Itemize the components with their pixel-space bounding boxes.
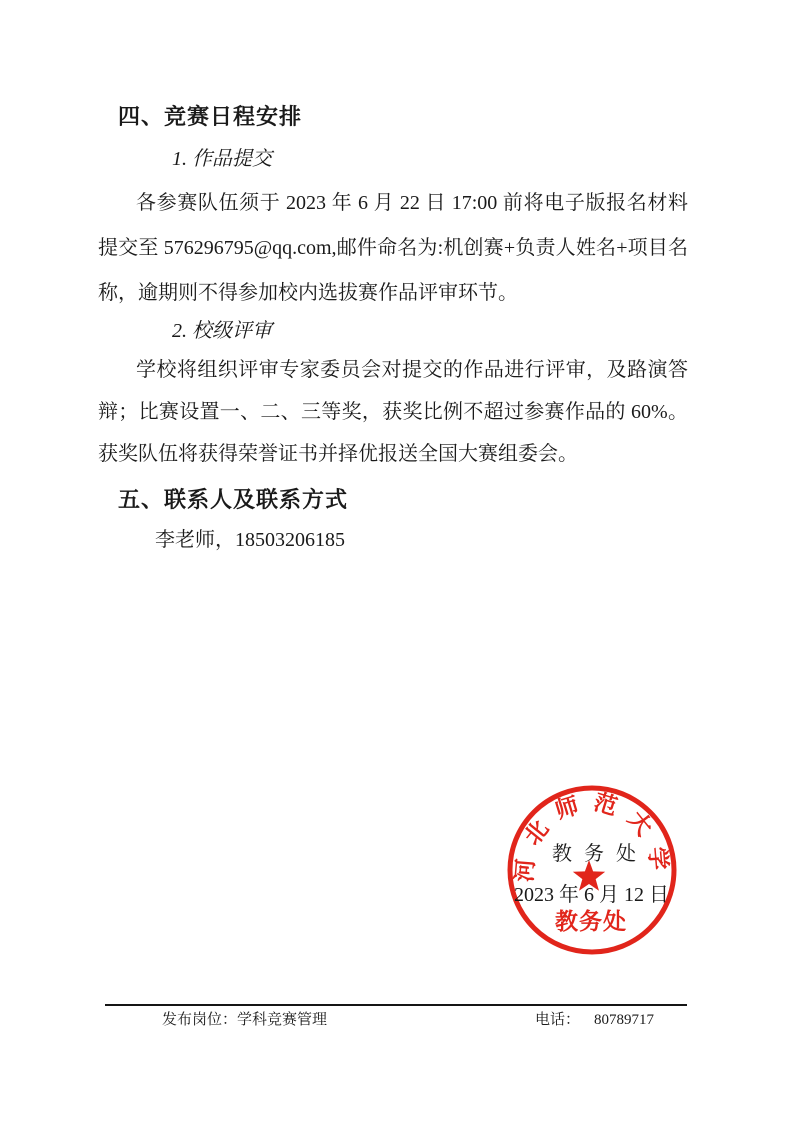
- seal-department-text: 教务处: [555, 909, 627, 934]
- section-heading-contact: 五、联系人及联系方式: [118, 487, 349, 512]
- footer-phone-value: 80789717: [594, 1012, 655, 1028]
- footer-post-value: 学科竞赛管理: [237, 1012, 328, 1028]
- footer-phone-info: [535, 1011, 654, 1029]
- official-seal: [501, 781, 681, 961]
- subitem-work-submission: 1. 作品提交: [172, 148, 272, 170]
- footer-post-info: [162, 1011, 327, 1029]
- footer-post-label: 发布岗位：: [162, 1012, 238, 1028]
- footer-divider: [105, 1004, 687, 1006]
- paragraph-review-details: 学校将组织评审专家委员会对提交的作品进行评审，及路演答辩；比赛设置一、二、三等奖，获奖比例不超过参赛作品的 60%。获奖队伍将获得荣誉证书并择优报送全国大赛组委会。: [98, 359, 688, 465]
- footer-phone-label: 电话：: [535, 1012, 581, 1028]
- seal-university-arc-text: [512, 789, 673, 883]
- contact-person-line: 李老师，18503206185: [155, 529, 345, 551]
- paragraph-submission-details: 各参赛队伍须于 2023 年 6 月 22 日 17:00 前将电子版报名材料提交至 576296795@qq.com,邮件命名为:机创赛+负责人姓名+项目名称，逾期则不得参加校内选拔赛作品评审环节。: [98, 192, 688, 304]
- signature-department-line: 教 务 处: [552, 843, 636, 865]
- subitem-school-review: 2. 校级评审: [172, 320, 272, 342]
- seal-arc-textpath: 河北师范大学: [511, 789, 673, 883]
- signature-date-line: 2023 年 6 月 12 日: [514, 884, 669, 906]
- seal-graphic: [501, 781, 681, 961]
- section-heading-competition-schedule: 四、竞赛日程安排: [118, 104, 303, 129]
